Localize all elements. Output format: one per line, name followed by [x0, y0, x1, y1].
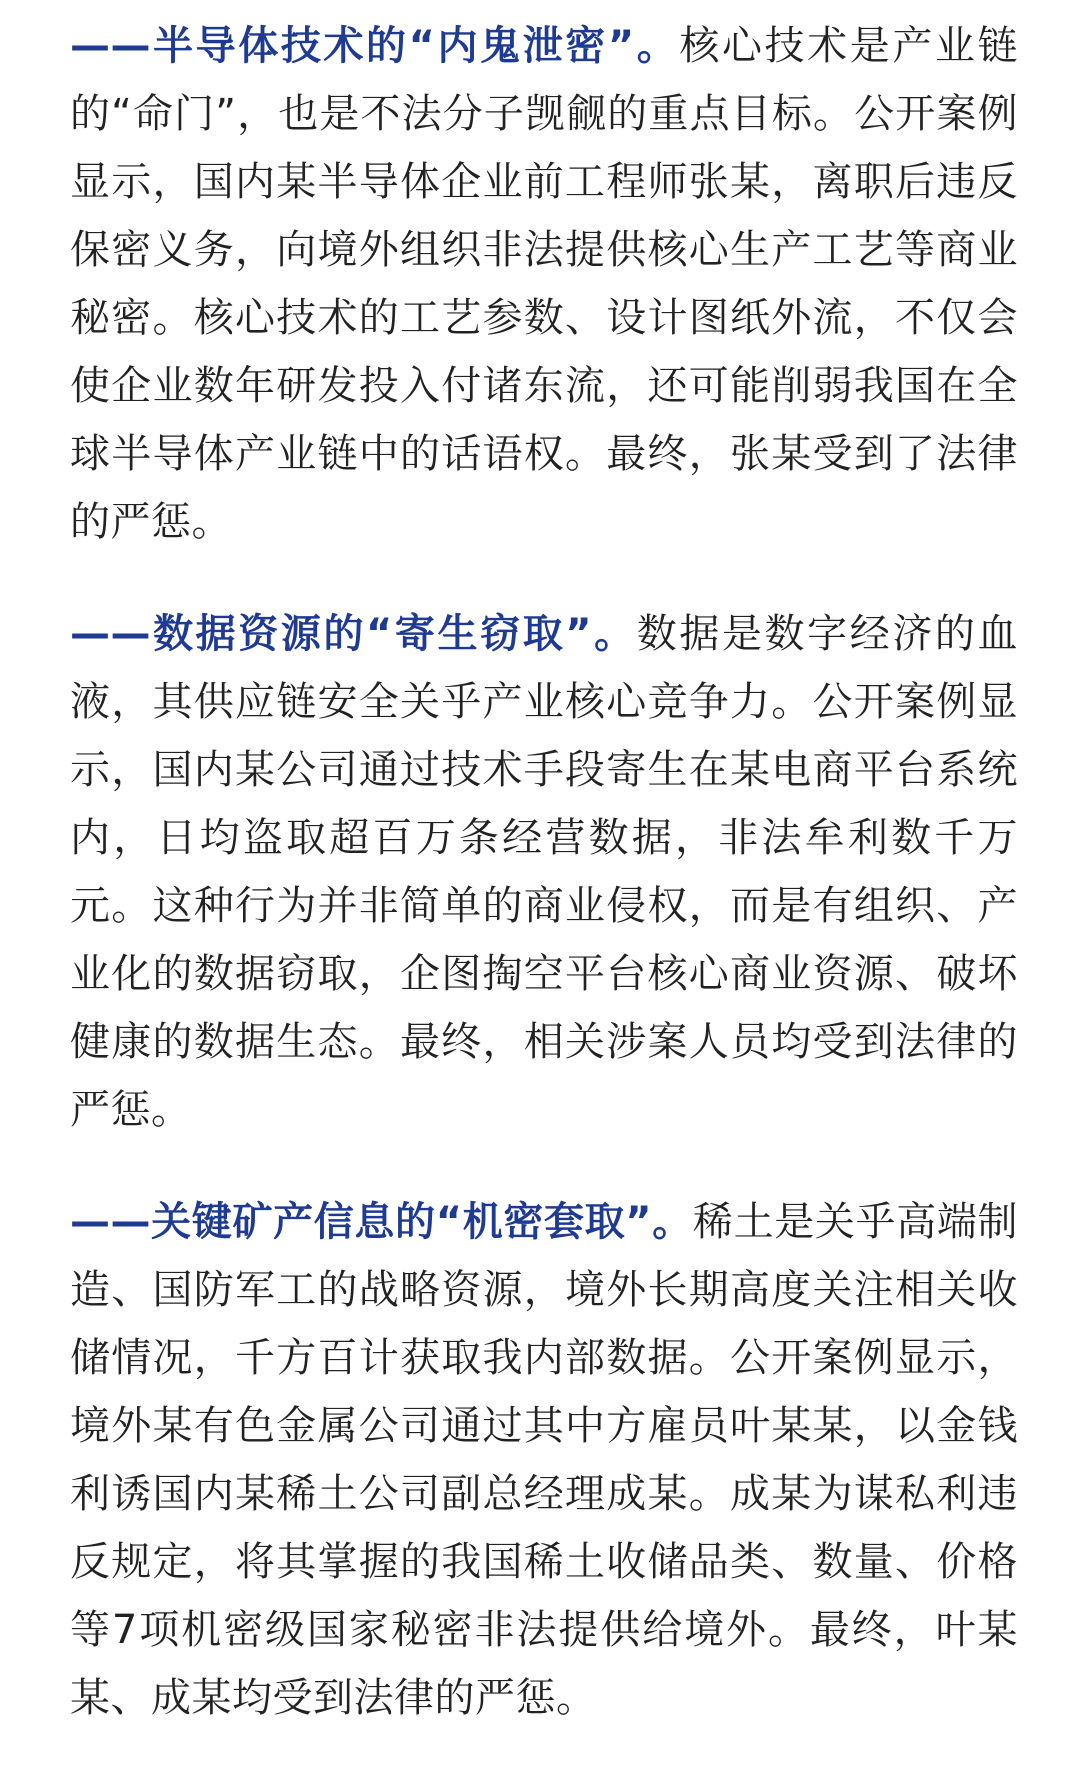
paragraph-heading: ——半导体技术的“内鬼泄密”。 [70, 23, 680, 69]
paragraph-semiconductor-leak [70, 12, 1018, 556]
paragraph-heading: ——数据资源的“寄生窃取”。 [70, 611, 637, 657]
paragraph-text: 数据是数字经济的血液，其供应链安全关乎产业核心竞争力。公开案例显示，国内某公司通过技术手段寄生在某电商平台系统内，日均盗取超百万条经营数据，非法牟利数千万元。这种行为并非简单的商业侵权，而是有组织、产业化的数据窃取，企图掏空平台核心商业资源、破坏健康的数据生态。最终，相关涉案人员均受到法律的严惩。 [70, 611, 1019, 1133]
paragraph-data-theft [70, 600, 1018, 1144]
paragraph-text: 稀土是关乎高端制造、国防军工的战略资源，境外长期高度关注相关收储情况，千方百计获取我内部数据。公开案例显示，境外某有色金属公司通过其中方雇员叶某某，以金钱利诱国内某稀土公司副总经理成某。成某为谋私利违反规定，将其掌握的我国稀土收储品类、数量、价格等7项机密级国家秘密非法提供给境外。最终，叶某某、成某均受到法律的严惩。 [70, 1199, 1019, 1721]
article-body [70, 12, 1018, 1732]
paragraph-mineral-secrets [70, 1188, 1018, 1732]
paragraph-text: 核心技术是产业链的“命门”，也是不法分子觊觎的重点目标。公开案例显示，国内某半导体企业前工程师张某，离职后违反保密义务，向境外组织非法提供核心生产工艺等商业秘密。核心技术的工艺参数、设计图纸外流，不仅会使企业数年研发投入付诸东流，还可能削弱我国在全球半导体产业链中的话语权。最终，张某受到了法律的严惩。 [70, 23, 1018, 545]
paragraph-heading: ——关键矿产信息的“机密套取”。 [70, 1199, 693, 1245]
